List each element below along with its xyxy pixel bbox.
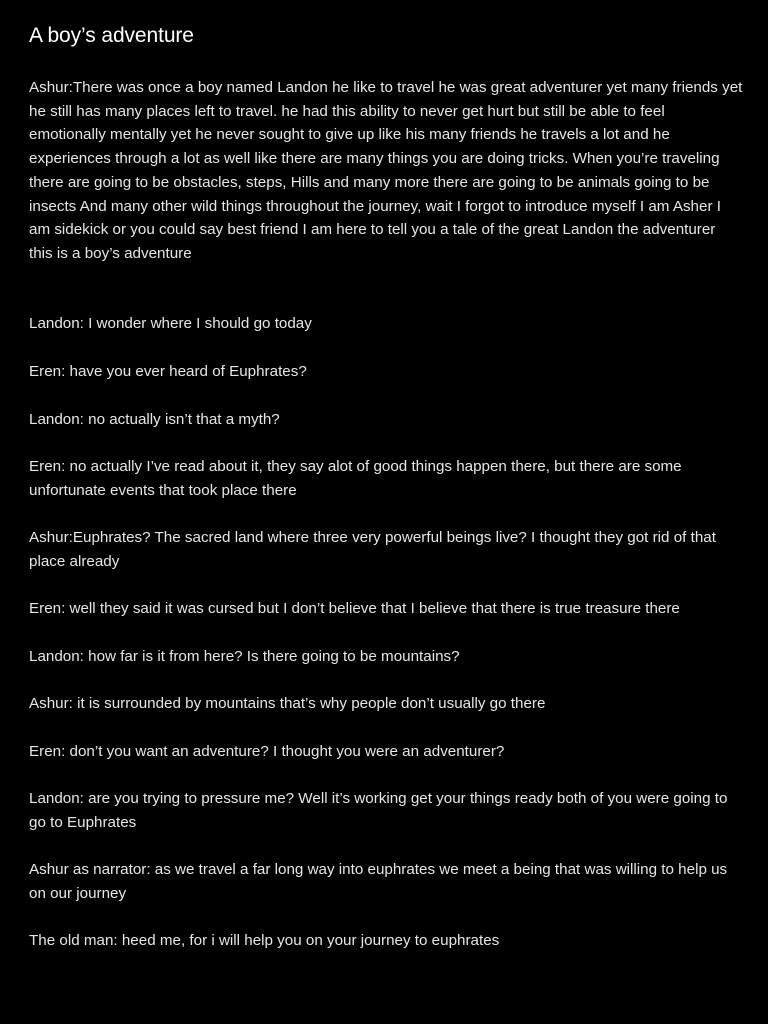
dialogue-line: Eren: don’t you want an adventure? I thought you were an adventurer? [29, 743, 505, 760]
document [29, 22, 743, 949]
dialogue-line: Eren: have you ever heard of Euphrates? [29, 363, 307, 380]
dialogue-line: Landon: how far is it from here? Is there going to be mountains? [29, 648, 460, 665]
dialogue-line: Eren: well they said it was cursed but I don’t believe that I believe that there is true treasure there [29, 600, 680, 617]
dialogue-line: Landon: are you trying to pressure me? Well it’s working get your things ready both of you were going to go to Euphrates [29, 790, 728, 831]
intro-paragraph: Ashur:There was once a boy named Landon he like to travel he was great adventurer yet many friends yet he still has many places left to travel. he had this ability to never get hurt but still be able to feel emotionally mentally yet he never sought to give up like his many friends he travels a lot and he experiences through a lot as well like there are many things you are doing tricks. When you’re traveling there are going to be obstacles, steps, Hills and many more there are going to be animals going to be insects And many other wild things throughout the journey, wait I forgot to introduce myself I am Asher I am sidekick or you could say best friend I am here to tell you a tale of the great Landon the adventurer this is a boy’s adventure [29, 79, 743, 262]
dialogue-line: Ashur:Euphrates? The sacred land where three very powerful beings live? I thought they got rid of that place already [29, 529, 716, 570]
dialogue-line: Ashur as narrator: as we travel a far long way into euphrates we meet a being that was willing to help us on our journey [29, 861, 728, 902]
dialogue-line: Landon: I wonder where I should go today [29, 315, 312, 332]
dialogue-line: Eren: no actually I’ve read about it, they say alot of good things happen there, but there are some unfortunate events that took place there [29, 458, 682, 499]
dialogue-line: Ashur: it is surrounded by mountains that’s why people don’t usually go there [29, 695, 546, 712]
dialogue-line: The old man: heed me, for i will help you on your journey to euphrates [29, 932, 500, 949]
document-title: A boy’s adventure [29, 24, 194, 47]
dialogue-line: Landon: no actually isn’t that a myth? [29, 411, 280, 428]
